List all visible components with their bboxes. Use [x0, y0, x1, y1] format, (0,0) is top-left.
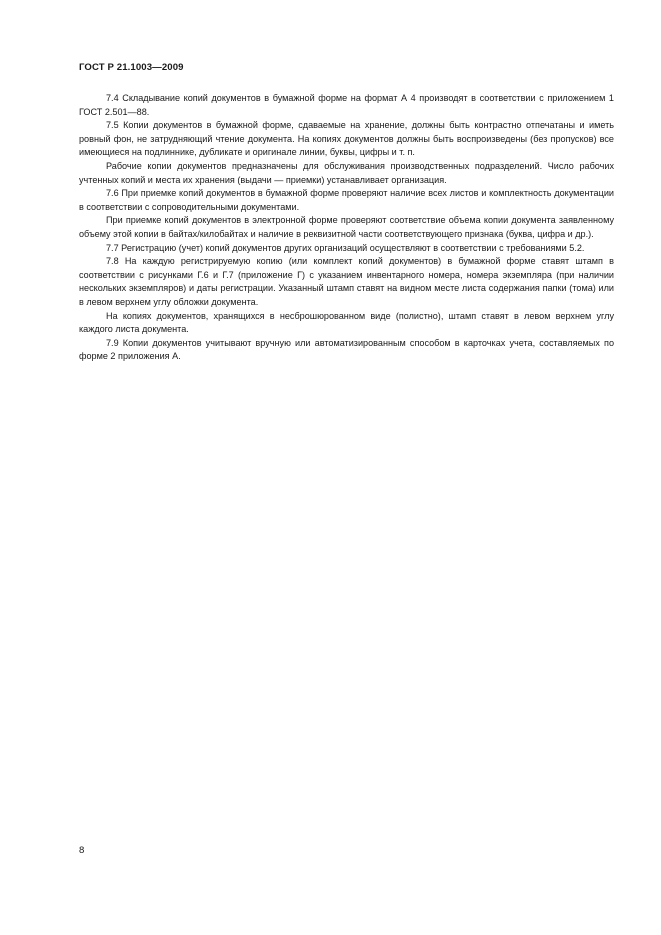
paragraph-7-9: 7.9 Копии документов учитывают вручную или автоматизированным способом в карточках учета, составляемых по форме 2 приложения А.	[79, 337, 614, 362]
paragraph-7-6: 7.6 При приемке копий документов в бумажной форме проверяют наличие всех листов и комплектность документации в соответствии с сопроводительными документами.	[79, 188, 614, 212]
paragraph-7-7: 7.7 Регистрацию (учет) копий документов других организаций осуществляют в соответствии с требованиями 5.2.	[106, 242, 585, 253]
paragraph-unbound-copies: На копиях документов, хранящихся в несброшюрованном виде (полистно), штамп ставят в левом верхнем углу каждого листа документа.	[79, 310, 614, 335]
paragraph-7-8: 7.8 На каждую регистрируемую копию (или комплект копий документов) в бумажной форме ставят штамп в соответствии с рисунками Г.6 и Г.7 (приложение Г) с указанием инвентарного номера, номера экземпляра (при наличии нескольких экземпляров) и даты регистрации. Указанный штамп ставят на видном месте листа содержания папки (тома) или в левом верхнем углу обложки документа.	[79, 256, 614, 307]
paragraph-7-4: 7.4 Складывание копий документов в бумажной форме на формат А 4 производят в соответствии с приложением 1 ГОСТ 2.501—88.	[79, 93, 614, 117]
document-body	[79, 92, 614, 364]
page-number: 8	[79, 845, 85, 856]
standard-code-header: ГОСТ Р 21.1003—2009	[79, 62, 184, 73]
paragraph-7-5: 7.5 Копии документов в бумажной форме, сдаваемые на хранение, должны быть контрастно отпечатаны и иметь ровный фон, не затрудняющий чтение документа. На копиях документов должны быть воспроизведены (без пропусков) все имеющиеся на подлиннике, дубликате и оригинале линии, буквы, цифры и т. п.	[79, 120, 614, 158]
paragraph-electronic-copies: При приемке копий документов в электронной форме проверяют соответствие объема копии документа заявленному объему этой копии в байтах/килобайтах и наличие в реквизитной части соответствующего признака (буква, цифра и др.).	[79, 215, 614, 239]
paragraph-working-copies: Рабочие копии документов предназначены для обслуживания производственных подразделений. Число рабочих учтенных копий и места их хранения (выдачи — приемки) устанавливает организация.	[79, 160, 614, 185]
